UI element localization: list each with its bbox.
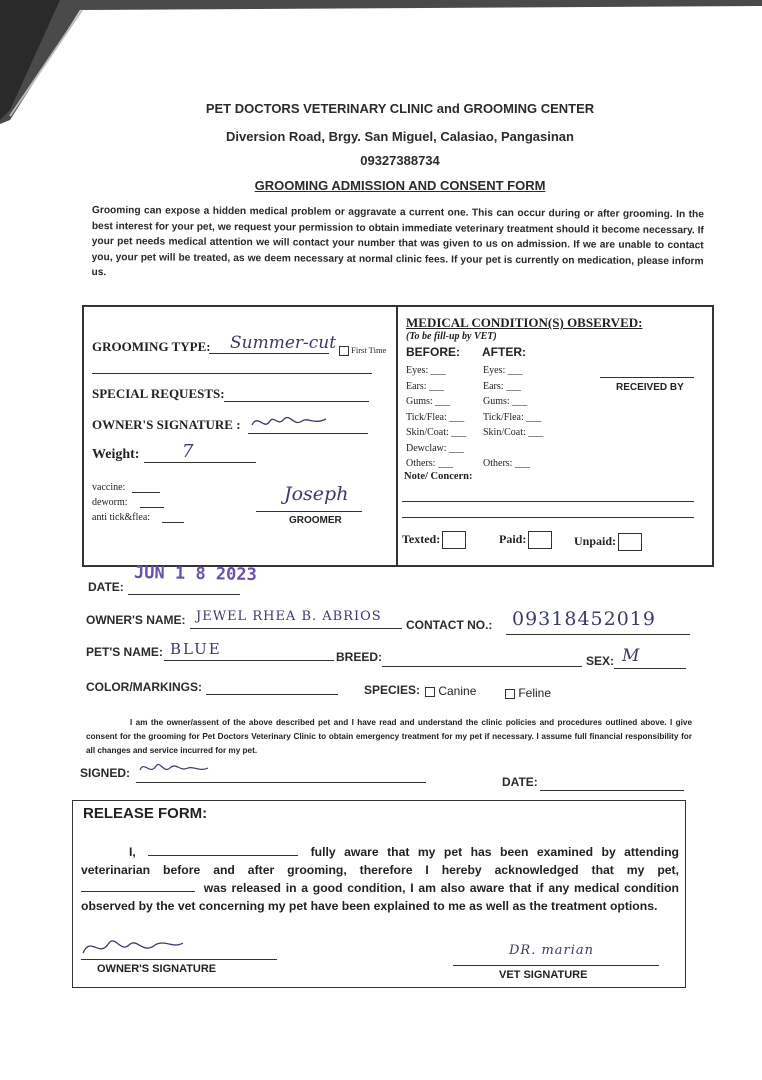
date-stamp: JUN 1 8 2023 bbox=[133, 562, 257, 586]
unpaid-field[interactable] bbox=[574, 533, 642, 551]
deworm-line bbox=[140, 507, 164, 508]
owner-sig-line bbox=[81, 959, 277, 960]
owner-name-value[interactable]: JEWEL RHEA B. ABRIOS bbox=[196, 609, 382, 624]
special-requests-label: SPECIAL REQUESTS: bbox=[92, 386, 225, 401]
special-requests-line bbox=[224, 401, 369, 402]
consent-paragraph: I am the owner/assent of the above described pet and I have read and understand the clinic policies and procedures outlined above. I give consent for the grooming for Pet Doctors Veterinary Clinic to obtain emergency treatment for my pet if necessary. I assume full financial responsibility for all changes and service incurred for my pet. bbox=[86, 718, 692, 755]
after-item-others: Others: ___ bbox=[483, 458, 530, 469]
release-text-2: was released in a good condition, I am also aware that if any medical condition observed by the vet concerning my pet have been explained to me as well as the treatment options. bbox=[81, 881, 679, 913]
sex-value[interactable]: M bbox=[622, 646, 640, 666]
weight-line bbox=[144, 462, 256, 463]
before-item-skin: Skin/Coat: ___ bbox=[406, 427, 467, 438]
pet-name-value[interactable]: BLUE bbox=[170, 640, 222, 658]
breed-label: BREED: bbox=[336, 650, 383, 664]
note-line-1 bbox=[402, 501, 694, 502]
owner-signature-scribble[interactable] bbox=[250, 411, 330, 433]
grooming-info-box bbox=[82, 305, 714, 567]
clinic-phone: 09327388734 bbox=[360, 153, 440, 168]
release-paragraph bbox=[81, 843, 679, 915]
intro-paragraph: Grooming can expose a hidden medical problem or aggravate a current one. This can occur during or after grooming. In the best interest for your pet, we request your permission to obtain immediate veterinary treatment should it become necessary. If your pet needs medical attention we will contact your number that was given to us on admission. If we are unable to contact you, your pet will be treated, as we deem necessary at normal clinic fees. If your pet is currently on medication, please inform us. bbox=[91, 204, 704, 279]
signed-signature-scribble[interactable] bbox=[138, 758, 210, 780]
before-item-tick: Tick/Flea: ___ bbox=[406, 411, 465, 423]
feline-label: Feline bbox=[518, 686, 552, 700]
canine-option[interactable] bbox=[422, 684, 476, 698]
texted-checkbox[interactable] bbox=[442, 531, 466, 549]
medical-subtitle: (To be fill-up by VET) bbox=[406, 331, 497, 342]
color-line bbox=[206, 694, 338, 695]
form-title: GROOMING ADMISSION AND CONSENT FORM bbox=[254, 178, 546, 193]
first-time-label: First Time bbox=[351, 345, 387, 355]
before-item-gums: Gums: ___ bbox=[406, 396, 451, 407]
contact-line bbox=[506, 634, 690, 635]
date2-label: DATE: bbox=[502, 775, 538, 789]
signed-label: SIGNED: bbox=[80, 766, 131, 780]
first-time-option[interactable] bbox=[336, 345, 386, 356]
paid-checkbox[interactable] bbox=[528, 531, 552, 549]
owner-name-line bbox=[190, 628, 402, 629]
date-line bbox=[128, 594, 240, 595]
anti-tick-label: anti tick&flea: bbox=[92, 512, 151, 523]
vaccine-line bbox=[132, 492, 160, 493]
release-owner-signature-label: OWNER'S SIGNATURE bbox=[97, 963, 217, 975]
grooming-type-extra-line bbox=[92, 373, 372, 374]
release-owner-signature-scribble[interactable] bbox=[81, 931, 185, 961]
box-divider bbox=[396, 307, 398, 565]
release-owner-blank[interactable] bbox=[148, 855, 298, 856]
owner-signature-label: OWNER'S SIGNATURE : bbox=[92, 417, 241, 432]
canine-label: Canine bbox=[438, 684, 477, 698]
release-i: I, bbox=[129, 845, 136, 859]
after-item-eyes: Eyes: ___ bbox=[483, 365, 523, 376]
after-item-gums: Gums: ___ bbox=[483, 396, 528, 407]
deworm-label: deworm: bbox=[92, 497, 128, 508]
after-item-ears: Ears: ___ bbox=[483, 380, 522, 392]
release-text-1: fully aware that my pet has been examined by attending veterinarian before and after grooming, therefore I hereby acknowledged that my pet, bbox=[81, 845, 679, 877]
canine-checkbox[interactable] bbox=[425, 687, 435, 697]
before-item-ears: Ears: ___ bbox=[406, 380, 445, 392]
received-by-line bbox=[600, 377, 694, 378]
clinic-address: Diversion Road, Brgy. San Miguel, Calasiao, Pangasinan bbox=[226, 129, 574, 144]
after-list bbox=[483, 363, 543, 472]
grooming-type-line bbox=[209, 353, 329, 354]
texted-field[interactable] bbox=[402, 531, 466, 549]
after-label: AFTER: bbox=[482, 345, 526, 359]
grooming-type-label: GROOMING TYPE: bbox=[92, 339, 211, 354]
breed-line bbox=[382, 666, 582, 667]
grooming-type-value[interactable]: Summer-cut bbox=[230, 333, 337, 353]
signed-line bbox=[136, 782, 426, 783]
owner-signature-line bbox=[248, 433, 368, 434]
before-list bbox=[406, 363, 466, 472]
date-label: DATE: bbox=[88, 580, 124, 594]
vet-sig-line bbox=[453, 965, 659, 966]
release-form-box bbox=[72, 800, 686, 988]
pet-name-line bbox=[164, 660, 334, 661]
after-item-tick: Tick/Flea: ___ bbox=[483, 411, 542, 423]
paid-field[interactable] bbox=[499, 531, 552, 549]
color-label: COLOR/MARKINGS: bbox=[86, 680, 202, 694]
before-item-others: Others: ___ bbox=[406, 458, 453, 469]
note-line-2 bbox=[402, 517, 694, 518]
received-by-label: RECEIVED BY bbox=[616, 382, 684, 393]
groomer-name[interactable]: Joseph bbox=[284, 483, 349, 505]
before-item-dewclaw: Dewclaw: ___ bbox=[406, 442, 465, 454]
species-label: SPECIES: bbox=[364, 683, 421, 697]
owner-name-label: OWNER'S NAME: bbox=[86, 613, 186, 627]
weight-label: Weight: bbox=[92, 447, 140, 462]
unpaid-checkbox[interactable] bbox=[618, 533, 642, 551]
vet-name[interactable]: DR. marian bbox=[509, 943, 595, 958]
groomer-line bbox=[256, 511, 362, 512]
texted-label: Texted: bbox=[402, 531, 441, 546]
feline-option[interactable] bbox=[502, 686, 551, 700]
paid-label: Paid: bbox=[499, 531, 527, 546]
groomer-label: GROOMER bbox=[289, 515, 342, 526]
weight-value[interactable]: 7 bbox=[182, 441, 194, 462]
unpaid-label: Unpaid: bbox=[574, 533, 617, 548]
contact-label: CONTACT NO.: bbox=[406, 618, 493, 632]
release-title: RELEASE FORM: bbox=[83, 805, 208, 822]
anti-tick-line bbox=[162, 522, 184, 523]
after-item-skin: Skin/Coat: ___ bbox=[483, 427, 544, 438]
vet-signature-label: VET SIGNATURE bbox=[499, 969, 588, 981]
before-item-eyes: Eyes: ___ bbox=[406, 365, 446, 376]
clinic-name: PET DOCTORS VETERINARY CLINIC and GROOMING CENTER bbox=[205, 101, 595, 116]
sex-label: SEX: bbox=[586, 654, 615, 668]
note-label: Note/ Concern: bbox=[404, 471, 473, 482]
first-time-checkbox[interactable] bbox=[339, 346, 349, 356]
release-pet-blank[interactable] bbox=[81, 891, 195, 892]
date2-line bbox=[540, 790, 684, 791]
vaccine-label: vaccine: bbox=[92, 482, 126, 493]
contact-value[interactable]: 09318452019 bbox=[512, 608, 656, 630]
pet-name-label: PET'S NAME: bbox=[86, 645, 163, 659]
sex-line bbox=[614, 668, 686, 669]
medical-title: MEDICAL CONDITION(S) OBSERVED: bbox=[406, 315, 643, 330]
before-label: BEFORE: bbox=[406, 345, 460, 359]
feline-checkbox[interactable] bbox=[505, 689, 515, 699]
